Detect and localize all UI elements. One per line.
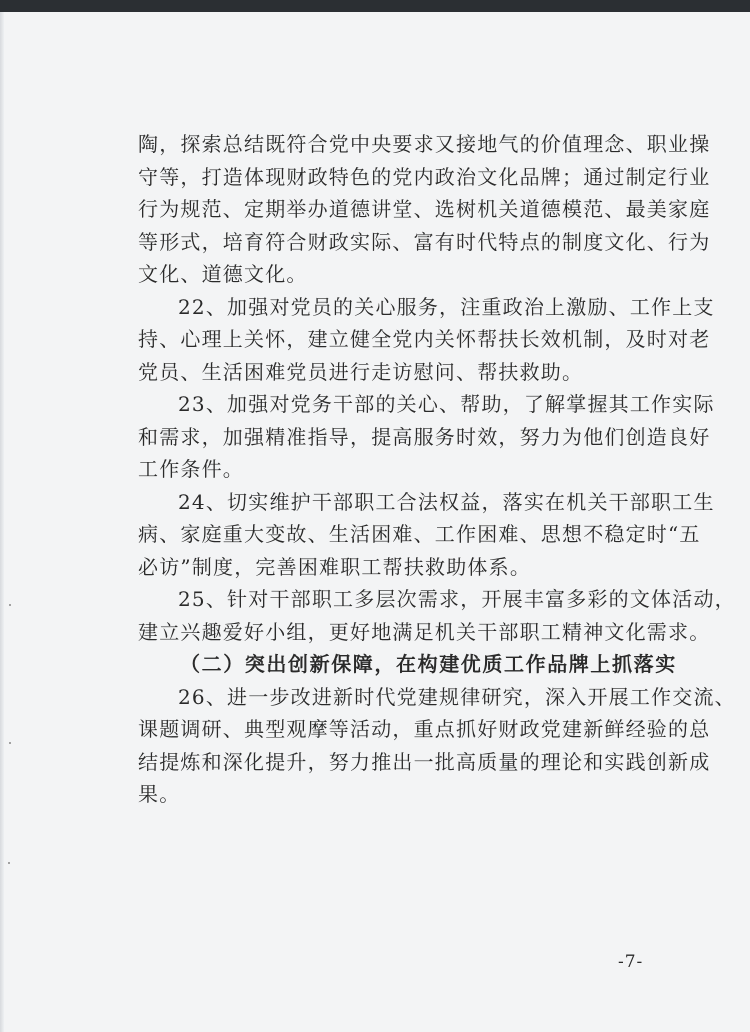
- text-line: 结提炼和深化提升，努力推出一批高质量的理论和实践创新成: [138, 749, 711, 774]
- text-line: 必访”制度，完善困难职工帮扶救助体系。: [138, 554, 532, 579]
- text-line: 课题调研、典型观摩等活动，重点抓好财政党建新鲜经验的总: [138, 717, 711, 741]
- text-line: 24、切实维护干部职工合法权益，落实在机关干部职工生: [178, 489, 715, 514]
- scan-speck: [9, 742, 11, 744]
- text-line: 26、进一步改进新时代党建规律研究，深入开展工作交流、: [178, 684, 736, 709]
- scan-speck: [9, 604, 11, 606]
- text-line: 25、针对干部职工多层次需求，开展丰富多彩的文体活动，: [178, 587, 736, 611]
- text-line: 持、心理上关怀，建立健全党内关怀帮扶长效机制，及时对老: [138, 327, 711, 351]
- text-line: 和需求，加强精准指导，提高服务时效，努力为他们创造良好: [138, 424, 711, 449]
- text-line: 守等，打造体现财政特色的党内政治文化品牌；通过制定行业: [138, 164, 711, 189]
- text-line: 建立兴趣爱好小组，更好地满足机关干部职工精神文化需求。: [138, 619, 711, 644]
- text-line: 病、家庭重大变故、生活困难、工作困难、思想不稳定时“五: [138, 522, 701, 546]
- text-line: 等形式，培育符合财政实际、富有时代特点的制度文化、行为: [138, 229, 711, 254]
- scan-top-border: [0, 0, 750, 12]
- scan-speck: [8, 862, 10, 864]
- section-heading: （二）突出创新保障，在构建优质工作品牌上抓落实: [180, 652, 677, 676]
- text-line: 工作条件。: [138, 457, 244, 481]
- scan-left-edge: [0, 12, 4, 1032]
- text-line: 文化、道德文化。: [138, 262, 308, 286]
- text-line: 22、加强对党员的关心服务，注重政治上激励、工作上支: [178, 294, 715, 319]
- text-line: 党员、生活困难党员进行走访慰问、帮扶救助。: [138, 359, 584, 384]
- page-number: -7-: [618, 952, 644, 972]
- text-line: 23、加强对党务干部的关心、帮助，了解掌握其工作实际: [178, 392, 715, 416]
- document-body: [138, 128, 736, 811]
- text-line: 行为规范、定期举办道德讲堂、选树机关道德模范、最美家庭: [138, 197, 711, 221]
- text-line: 果。: [138, 782, 181, 806]
- text-line: 陶，探索总结既符合党中央要求又接地气的价值理念、职业操: [138, 132, 711, 156]
